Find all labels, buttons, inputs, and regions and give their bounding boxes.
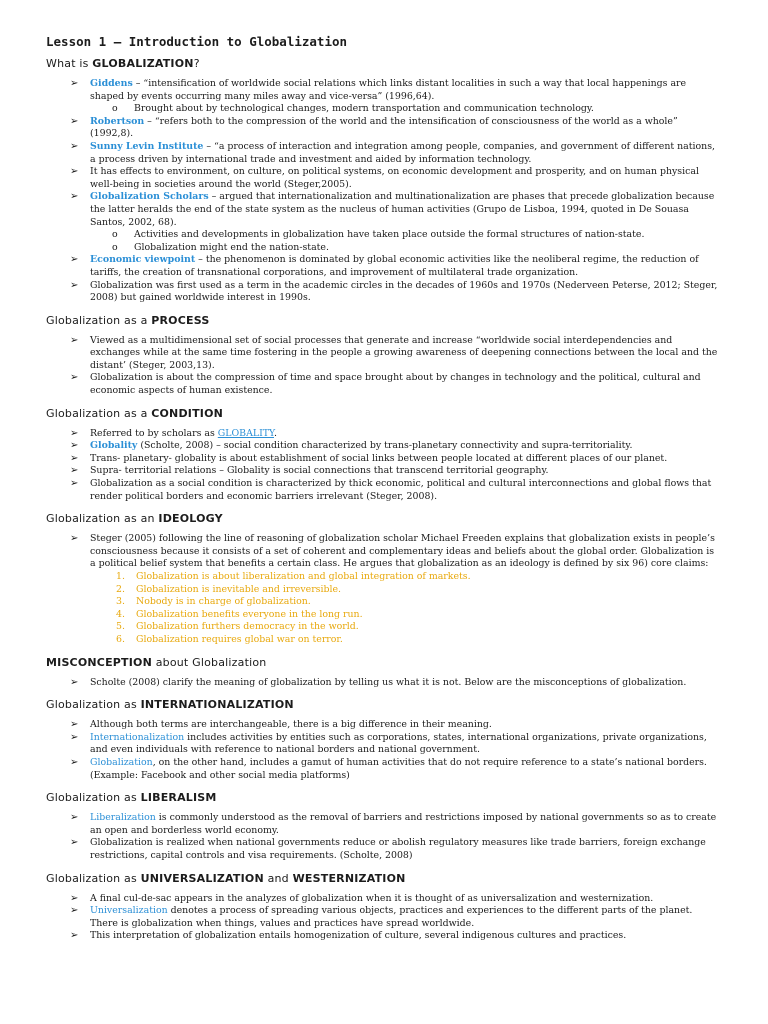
term-giddens: Giddens (90, 78, 133, 89)
list-item (46, 78, 718, 116)
claim-item (90, 634, 718, 647)
claim-item (90, 571, 718, 584)
heading-internationalization (46, 698, 718, 711)
claim-item (90, 609, 718, 622)
heading-text: Globalization as an (46, 512, 159, 526)
heading-text: Globalization as (46, 791, 141, 805)
claim-number: 4. (116, 608, 125, 620)
list-item (46, 812, 718, 837)
term-universalization: Universalization (90, 905, 168, 917)
claim-text: Globalization benefits everyone in the long run. (136, 608, 363, 620)
list-item (46, 141, 718, 166)
item-text: – argued that internationalization and multinationalization are phases that precede globalization because the latter heralds the end of the state system as the nucleus of human activities (Grupo de Lisboa, 1994, quoted in De Souasa Santos, 2002, 68). (90, 191, 715, 228)
term-internationalization: Internationalization (90, 731, 185, 743)
arrow-bullet-icon: ➢ (70, 334, 79, 346)
heading-process (46, 314, 718, 327)
list-item (46, 757, 718, 782)
arrow-bullet-icon: ➢ (70, 930, 79, 942)
core-claims-list (90, 571, 718, 647)
heading-bold: IDEOLOGY (158, 512, 223, 526)
arrow-bullet-icon: ➢ (70, 676, 79, 688)
arrow-bullet-icon: ➢ (70, 115, 79, 127)
list-item (46, 116, 718, 141)
arrow-bullet-icon: ➢ (70, 452, 79, 464)
arrow-bullet-icon: ➢ (70, 440, 79, 452)
heading-text: Globalization as a (46, 313, 152, 327)
heading-bold: INTERNATIONALIZATION (140, 698, 294, 712)
item-text: – “intensification of worldwide social relations which links distant localities in such a way that local happenings are shaped by events occurring many miles away and vice-versa” (1996,64). (90, 78, 687, 102)
heading-text: and (263, 871, 293, 885)
condition-list (46, 428, 718, 504)
arrow-bullet-icon: ➢ (70, 465, 79, 477)
item-text: Globalization was first used as a term in the academic circles in the decades of 1960s and 1970s (Nederveen Peterse, 2012; Steger, 2008) but gained worldwide interest in 1990s. (90, 279, 718, 304)
list-item (46, 533, 718, 646)
term-economic-viewpoint: Economic viewpoint (90, 254, 196, 266)
arrow-bullet-icon: ➢ (70, 372, 79, 384)
item-text: Scholte (2008) clarify the meaning of globalization by telling us what it is not. Below are the misconceptions of globalization. (90, 676, 687, 688)
claim-number: 1. (116, 571, 125, 582)
what-is-list (46, 78, 718, 305)
heading-bold: WESTERNIZATION (292, 871, 406, 885)
arrow-bullet-icon: ➢ (70, 78, 79, 89)
item-text: is commonly understood as the removal of barriers and restrictions imposed by national governments so as to create an open and borderless world economy. (90, 812, 717, 836)
list-item (46, 465, 718, 478)
claim-text: Globalization requires global war on terror. (136, 633, 343, 645)
term-globalization-scholars: Globalization Scholars (90, 191, 209, 203)
term-sunny-levin: Sunny Levin Institute (90, 140, 204, 152)
list-item (46, 732, 718, 757)
item-text: Globalization might end the nation-state. (134, 241, 329, 253)
heading-bold: CONDITION (151, 406, 224, 420)
heading-bold: PROCESS (151, 313, 210, 327)
claim-text: Globalization is about liberalization and global integration of markets. (136, 571, 471, 582)
liberalism-list (46, 812, 718, 862)
list-item (46, 837, 718, 862)
item-text: – the phenomenon is dominated by global economic activities like the neoliberal regime, the reduction of tariffs, the creation of transnational corporations, and improvement of multilateral trade organization. (90, 254, 699, 278)
heading-text: Globalization as (46, 871, 141, 885)
heading-text: about Globalization (152, 655, 267, 669)
arrow-bullet-icon: ➢ (70, 279, 79, 291)
heading-bold: GLOBALIZATION (92, 57, 194, 70)
item-text: Although both terms are interchangeable, there is a big difference in their meaning. (90, 719, 492, 731)
claim-text: Globalization is inevitable and irreversible. (136, 583, 342, 595)
list-item (46, 166, 718, 191)
claim-item (90, 621, 718, 634)
arrow-bullet-icon: ➢ (70, 756, 79, 768)
item-text: . (274, 427, 277, 439)
claim-number: 6. (116, 633, 125, 645)
item-text: Brought about by technological changes, modern transportation and communication technology. (134, 103, 594, 115)
list-item (46, 440, 718, 453)
item-text: Globalization as a social condition is characterized by thick economic, political and cultural interconnections and global flows that render political borders and economic barriers irrelevant (Steger, 2008). (90, 478, 712, 502)
heading-universalization (46, 872, 718, 885)
heading-text: What is (46, 57, 93, 70)
item-text: Viewed as a multidimensional set of social processes that generate and increase “worldwide social interdependencies and exchanges while at the same time fostering in the people a growing awareness of deepening connections between the local and the distant’ (Steger, 2003,13). (90, 334, 718, 371)
universalization-list (46, 893, 718, 943)
list-item (46, 677, 718, 690)
heading-what-is (46, 57, 718, 70)
arrow-bullet-icon: ➢ (70, 140, 79, 152)
arrow-bullet-icon: ➢ (70, 731, 79, 743)
claim-item (90, 584, 718, 597)
item-text: , on the other hand, includes a gamut of human activities that do not require reference to a state’s national borders. (Example: Facebook and other social media platforms) (90, 756, 707, 781)
list-item (46, 254, 718, 279)
heading-text: Globalization as a (46, 406, 152, 420)
arrow-bullet-icon: ➢ (70, 191, 79, 203)
list-item (46, 372, 718, 397)
heading-text: ? (193, 57, 200, 70)
heading-ideology (46, 512, 718, 525)
claim-item (90, 596, 718, 609)
arrow-bullet-icon: ➢ (70, 719, 79, 731)
sub-list (90, 103, 718, 116)
list-item (46, 930, 718, 943)
process-list (46, 335, 718, 398)
arrow-bullet-icon: ➢ (70, 905, 79, 917)
arrow-bullet-icon: ➢ (70, 427, 79, 439)
item-text: – “a process of interaction and integration among people, companies, and government of different nations, a process driven by international trade and investment and aided by information technology. (90, 140, 715, 165)
list-item (46, 905, 718, 930)
heading-text: Globalization as (46, 698, 141, 712)
arrow-bullet-icon: ➢ (70, 478, 79, 490)
sub-list-item (90, 103, 718, 116)
list-item (46, 453, 718, 466)
list-item (46, 191, 718, 254)
heading-liberalism (46, 791, 718, 804)
internationalization-list (46, 719, 718, 782)
list-item (46, 428, 718, 441)
globality-link[interactable]: GLOBALITY (217, 427, 275, 439)
item-text: Referred to by scholars as (90, 427, 218, 439)
item-text: Trans- planetary- globality is about establishment of social links between people located at different places of our planet. (90, 452, 668, 464)
sub-list-item (90, 229, 718, 242)
circle-bullet-icon: o (112, 241, 118, 253)
list-item (46, 893, 718, 906)
sub-list (90, 229, 718, 254)
heading-bold: UNIVERSALIZATION (140, 871, 264, 885)
heading-bold: MISCONCEPTION (46, 655, 152, 669)
arrow-bullet-icon: ➢ (70, 892, 79, 904)
item-text: Globalization is about the compression of time and space brought about by changes in technology and the political, cultural and economic aspects of human existence. (90, 372, 701, 397)
term-globalization: Globalization (90, 756, 153, 768)
heading-misconception (46, 656, 718, 669)
claim-number: 3. (116, 596, 125, 608)
item-text: – “refers both to the compression of the world and the intensification of consciousness of the world as a whole” (1992,8). (90, 115, 678, 140)
term-globality: Globality (90, 440, 138, 452)
claim-text: Globalization furthers democracy in the world. (136, 621, 359, 633)
list-item (46, 335, 718, 373)
arrow-bullet-icon: ➢ (70, 812, 79, 824)
item-text: (Scholte, 2008) – social condition characterized by trans-planetary connectivity and supra-territoriality. (137, 440, 633, 452)
item-text: Supra- territorial relations – Globality is social connections that transcend territorial geography. (90, 465, 549, 477)
ideology-list (46, 533, 718, 646)
item-text: A final cul-de-sac appears in the analyzes of globalization when it is thought of as universalization and westernization. (90, 892, 654, 904)
circle-bullet-icon: o (112, 229, 118, 241)
sub-list-item (90, 242, 718, 255)
term-liberalization: Liberalization (90, 812, 156, 824)
item-text: Steger (2005) following the line of reasoning of globalization scholar Michael Freeden explains that globalization exists in people’s consciousness because it consists of a set of coherent and complementary ideas and beliefs about the global order. Globalization is a political belief system that benefits a certain class. He argues that globalization as an ideology is defined by six 96) core claims: (90, 533, 715, 570)
term-robertson: Robertson (90, 115, 145, 127)
claim-number: 2. (116, 583, 125, 595)
item-text: denotes a process of spreading various objects, practices and experiences to the different parts of the planet. There is globalization when things, values and practices have spread worldwide. (90, 905, 693, 929)
arrow-bullet-icon: ➢ (70, 166, 79, 178)
arrow-bullet-icon: ➢ (70, 254, 79, 266)
claim-text: Nobody is in charge of globalization. (136, 596, 311, 608)
item-text: Activities and developments in globalization have taken place outside the formal structures of nation-state. (134, 229, 645, 241)
list-item (46, 719, 718, 732)
claim-number: 5. (116, 621, 125, 633)
item-text: Globalization is realized when national governments reduce or abolish regulatory measures like trade barriers, foreign exchange restrictions, capital controls and visa requirements. (Scholte, 2008) (90, 837, 706, 861)
arrow-bullet-icon: ➢ (70, 533, 79, 545)
heading-condition (46, 407, 718, 420)
list-item (46, 478, 718, 503)
item-text: This interpretation of globalization entails homogenization of culture, several indigenous cultures and practices. (90, 930, 627, 942)
heading-bold: LIBERALISM (140, 791, 217, 805)
lesson-title: Lesson 1 – Introduction to Globalization (46, 34, 348, 49)
misconception-list (46, 677, 718, 690)
arrow-bullet-icon: ➢ (70, 837, 79, 849)
list-item (46, 280, 718, 305)
item-text: includes activities by entities such as corporations, states, international organizations, private organizations, and even individuals with reference to national borders and national government. (90, 731, 707, 756)
item-text: It has effects to environment, on culture, on political systems, on economic development and prosperity, and on human physical well-being in societies around the world (Steger,2005). (90, 166, 699, 190)
circle-bullet-icon: o (112, 103, 118, 115)
